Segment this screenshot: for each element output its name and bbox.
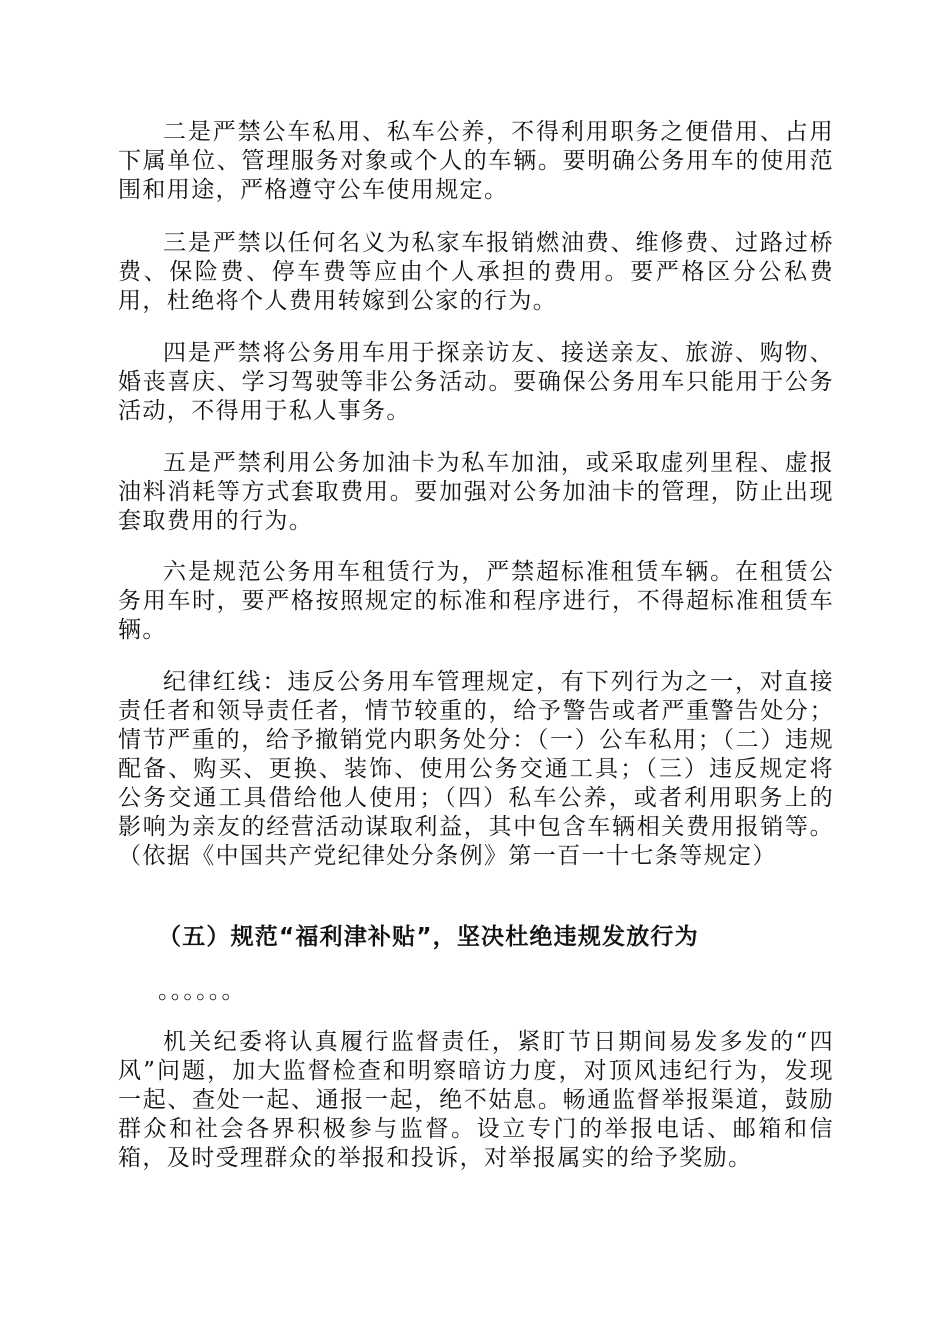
ellipsis-line: 。。。。。。 (158, 978, 246, 1004)
paragraph-expense-reimbursement: 三是严禁以任何名义为私家车报销燃油费、维修费、过路过桥费、保险费、停车费等应由个人承担的费用。要严格区分公私费用，杜绝将个人费用转嫁到公家的行为。 (118, 230, 834, 314)
section-heading: （五）规范“福利津补贴”，坚决杜绝违规发放行为 (158, 924, 699, 950)
paragraph-vehicle-leasing: 六是规范公务用车租赁行为，严禁超标准租赁车辆。在租赁公务用车时，要严格按照规定的标准和程序进行，不得超标准租赁车辆。 (118, 559, 834, 643)
paragraph-private-use: 二是严禁公车私用、私车公养，不得利用职务之便借用、占用下属单位、管理服务对象或个人的车辆。要明确公务用车的使用范围和用途，严格遵守公车使用规定。 (118, 119, 834, 203)
paragraph-discipline-redline: 纪律红线：违反公务用车管理规定，有下列行为之一，对直接责任者和领导责任者，情节较重的，给予警告或者严重警告处分；情节严重的，给予撤销党内职务处分：（一）公车私用；（二）违规配备、购买、更换、装饰、使用公务交通工具；（三）违反规定将公务交通工具借给他人使用；（四）私车公养，或者利用职务上的影响为亲友的经营活动谋取利益，其中包含车辆相关费用报销等。（依据《中国共产党纪律处分条例》第一百一十七条等规定） (118, 669, 834, 869)
paragraph-supervision: 机关纪委将认真履行监督责任，紧盯节日期间易发多发的“四风”问题，加大监督检查和明察暗访力度，对顶风违纪行为，发现一起、查处一起、通报一起，绝不姑息。畅通监督举报渠道，鼓励群众和社会各界积极参与监督。设立专门的举报电话、邮箱和信箱，及时受理群众的举报和投诉，对举报属实的给予奖励。 (118, 1029, 834, 1171)
paragraph-non-official-activities: 四是严禁将公务用车用于探亲访友、接送亲友、旅游、购物、婚丧喜庆、学习驾驶等非公务活动。要确保公务用车只能用于公务活动，不得用于私人事务。 (118, 340, 834, 424)
paragraph-fuel-card: 五是严禁利用公务加油卡为私车加油，或采取虚列里程、虚报油料消耗等方式套取费用。要加强对公务加油卡的管理，防止出现套取费用的行为。 (118, 450, 834, 534)
